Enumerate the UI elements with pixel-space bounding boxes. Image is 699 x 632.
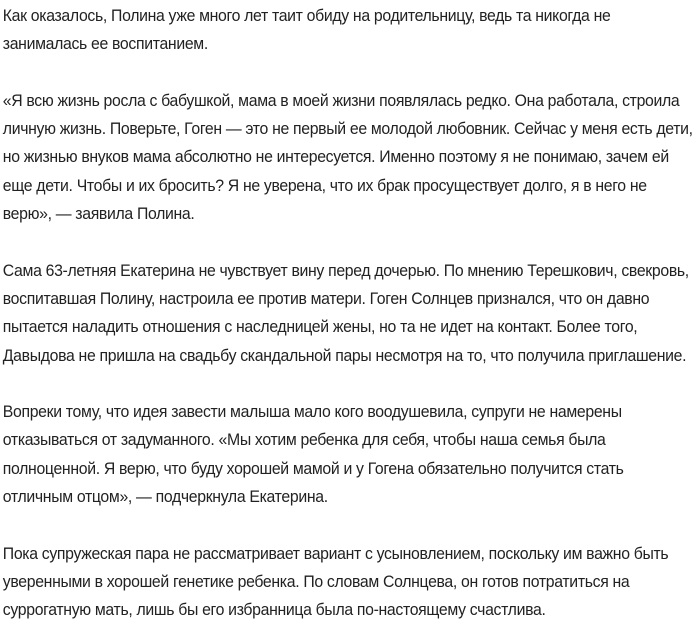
paragraph-3: Сама 63-летняя Екатерина не чувствует вину перед дочерью. По мнению Терешкович, свекровь, воспитавшая Полину, настроила ее против матери. Гоген Солнцев признался, что он давно пытается наладить отношения с наследницей жены, но та не идет на контакт. Более того, Давыдова не пришла на свадьбу скандальной пары несмотря на то, что получила приглашение.	[2, 260, 689, 365]
paragraph-2-quote-polina: «Я всю жизнь росла с бабушкой, мама в моей жизни появлялась редко. Она работала, строила личную жизнь. Поверьте, Гоген — это не первый ее молодой любовник. Сейчас у меня есть дети, но жизнью внуков мама абсолютно не интересуется. Именно поэтому я не понимаю, зачем ей еще дети. Чтобы и их бросить? Я не уверена, что их брак просуществует долго, я в него не верю», — заявила Полина.	[2, 90, 693, 224]
paragraph-5: Пока супружеская пара не рассматривает вариант с усыновлением, поскольку им важно быть уверенными в хорошей генетике ребенка. По словам Солнцева, он готов потратиться на суррогатную мать, лишь бы его избранница была по-настоящему счастлива.	[2, 543, 669, 620]
paragraph-4-quote-ekaterina: Вопреки тому, что идея завести малыша мало кого воодушевила, супруги не намерены отказываться от задуманного. «Мы хотим ребенка для себя, чтобы наша семья была полноценной. Я верю, что буду хорошей мамой и у Гогена обязательно получится стать отличным отцом», — подчеркнула Екатерина.	[2, 402, 624, 507]
paragraph-1: Как оказалось, Полина уже много лет таит обиду на родительницу, ведь та никогда не занималась ее воспитанием.	[2, 6, 611, 54]
